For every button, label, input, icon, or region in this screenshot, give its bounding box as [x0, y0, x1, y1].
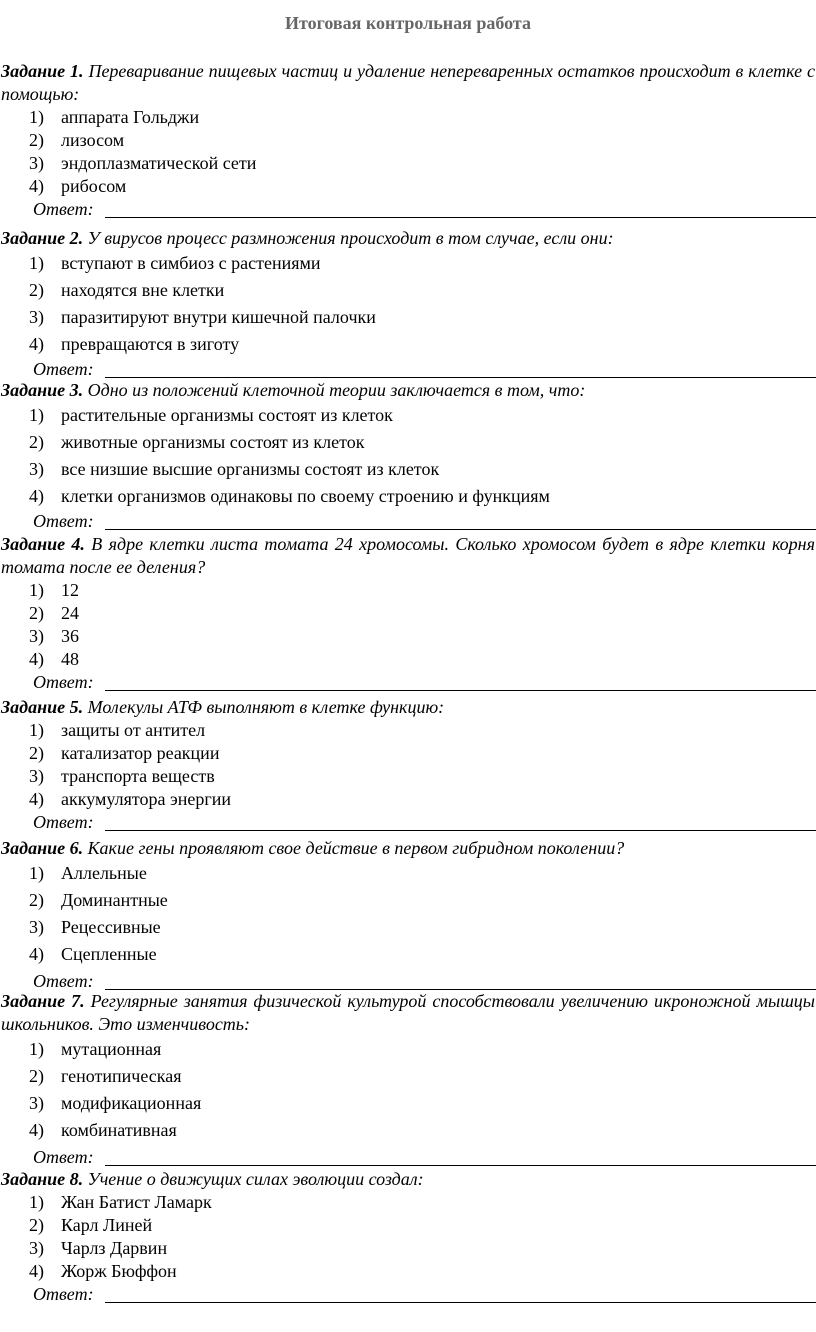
option-text: клетки организмов одинаковы по своему строению и функциям — [61, 486, 550, 506]
task-question — [0, 533, 815, 579]
option-text: аккумулятора энергии — [61, 789, 231, 809]
option-number: 2) — [29, 743, 44, 763]
option-number: 4) — [29, 486, 44, 506]
task-question-text: Одно из положений клеточной теории заключается в том, что: — [83, 380, 586, 400]
task-question-text: Учение о движущих силах эволюции создал: — [83, 1169, 424, 1189]
task-question-text: Регулярные занятия физической культурой способствовали увеличению икроножной мышцы школьников. Это изменчивость: — [1, 991, 815, 1034]
option-text: животные организмы состоят из клеток — [61, 432, 365, 452]
answer-option — [0, 429, 816, 456]
answer-option — [0, 887, 816, 914]
option-text: модификационная — [61, 1093, 202, 1113]
option-number: 3) — [29, 917, 44, 937]
task-question-text: Молекулы АТФ выполняют в клетке функцию: — [83, 697, 445, 717]
option-number: 4) — [29, 649, 44, 669]
answer-label: Ответ: — [33, 812, 94, 832]
option-text: 24 — [61, 603, 79, 623]
answer-option — [0, 742, 816, 765]
answer-option — [0, 1214, 816, 1237]
option-number: 2) — [29, 280, 44, 300]
option-number: 4) — [29, 334, 44, 354]
answer-option — [0, 1090, 816, 1117]
answer-label: Ответ: — [33, 672, 94, 692]
task-label: Задание 1. — [1, 61, 84, 81]
option-text: Чарлз Дарвин — [61, 1238, 168, 1258]
task-label: Задание 3. — [1, 380, 84, 400]
page-title: Итоговая контрольная работа — [284, 13, 531, 33]
task-4 — [0, 533, 816, 694]
option-number: 3) — [29, 307, 44, 327]
answer-row — [0, 811, 816, 834]
option-number: 2) — [29, 1066, 44, 1086]
task-label: Задание 4. — [1, 534, 85, 554]
option-number: 2) — [29, 1215, 44, 1235]
option-text: эндоплазматической сети — [61, 153, 257, 173]
option-number: 2) — [29, 603, 44, 623]
option-number: 1) — [29, 253, 44, 273]
option-text: растительные организмы состоят из клеток — [61, 405, 393, 425]
option-text: 12 — [61, 580, 79, 600]
option-number: 3) — [29, 153, 44, 173]
task-label: Задание 5. — [1, 697, 84, 717]
task-question — [0, 227, 815, 250]
option-number: 1) — [29, 405, 44, 425]
answer-row — [0, 198, 816, 221]
answer-label: Ответ: — [33, 1147, 94, 1167]
answer-option — [0, 1036, 816, 1063]
option-text: защиты от антител — [61, 720, 206, 740]
answer-row — [0, 671, 816, 694]
task-question — [0, 990, 815, 1036]
option-text: паразитируют внутри кишечной палочки — [61, 307, 376, 327]
answer-line[interactable] — [105, 377, 816, 378]
option-number: 1) — [29, 1039, 44, 1059]
option-text: Жорж Бюффон — [61, 1261, 177, 1281]
answer-option — [0, 331, 816, 358]
option-number: 4) — [29, 789, 44, 809]
option-text: катализатор реакции — [61, 743, 220, 763]
option-number: 2) — [29, 890, 44, 910]
answer-option — [0, 129, 816, 152]
option-number: 1) — [29, 1192, 44, 1212]
task-question — [0, 837, 815, 860]
answer-option — [0, 914, 816, 941]
task-question-text: В ядре клетки листа томата 24 хромосомы. Сколько хромосом будет в ядре клетки корня томата после ее деления? — [1, 534, 815, 577]
option-text: мутационная — [61, 1039, 162, 1059]
option-text: транспорта веществ — [61, 766, 215, 786]
option-number: 2) — [29, 130, 44, 150]
answer-option — [0, 1260, 816, 1283]
option-text: находятся вне клетки — [61, 280, 225, 300]
option-number: 4) — [29, 176, 44, 196]
option-number: 4) — [29, 944, 44, 964]
task-label: Задание 7. — [1, 991, 85, 1011]
answer-option — [0, 1063, 816, 1090]
answer-option — [0, 304, 816, 331]
option-number: 3) — [29, 1238, 44, 1258]
option-text: все низшие высшие организмы состоят из клеток — [61, 459, 440, 479]
answer-option — [0, 402, 816, 429]
option-number: 1) — [29, 107, 44, 127]
answer-option — [0, 106, 816, 129]
option-text: вступают в симбиоз с растениями — [61, 253, 321, 273]
option-text: Жан Батист Ламарк — [61, 1192, 212, 1212]
answer-option — [0, 860, 816, 887]
answer-option — [0, 483, 816, 510]
option-text: превращаются в зиготу — [61, 334, 240, 354]
option-number: 3) — [29, 626, 44, 646]
answer-line[interactable] — [105, 690, 816, 691]
task-question — [0, 1168, 815, 1191]
answer-option — [0, 788, 816, 811]
option-number: 3) — [29, 459, 44, 479]
answer-option — [0, 941, 816, 968]
answer-row — [0, 510, 816, 533]
answer-label: Ответ: — [33, 1284, 94, 1304]
task-label: Задание 6. — [1, 838, 84, 858]
answer-line[interactable] — [105, 1165, 816, 1166]
task-2 — [0, 227, 816, 381]
task-question-text: У вирусов процесс размножения происходит в том случае, если они: — [83, 228, 614, 248]
option-text: 36 — [61, 626, 79, 646]
task-question — [0, 696, 815, 719]
option-text: Карл Линей — [61, 1215, 153, 1235]
task-question — [0, 379, 815, 402]
answer-option — [0, 1237, 816, 1260]
answer-line[interactable] — [105, 830, 816, 831]
answer-line[interactable] — [105, 217, 816, 218]
option-text: комбинативная — [61, 1120, 177, 1140]
option-number: 1) — [29, 720, 44, 740]
answer-row — [0, 1146, 816, 1169]
task-question-text: Какие гены проявляют свое действие в первом гибридном поколении? — [83, 838, 625, 858]
answer-line[interactable] — [105, 529, 816, 530]
answer-option — [0, 602, 816, 625]
option-text: аппарата Гольджи — [61, 107, 200, 127]
answer-label: Ответ: — [33, 199, 94, 219]
answer-option — [0, 152, 816, 175]
option-number: 4) — [29, 1261, 44, 1281]
answer-option — [0, 765, 816, 788]
option-number: 3) — [29, 766, 44, 786]
task-3 — [0, 379, 816, 533]
option-number: 1) — [29, 863, 44, 883]
option-text: 48 — [61, 649, 79, 669]
option-number: 4) — [29, 1120, 44, 1140]
task-8 — [0, 1168, 816, 1306]
answer-label: Ответ: — [33, 359, 94, 379]
option-text: Рецессивные — [61, 917, 161, 937]
task-1 — [0, 60, 816, 221]
task-question — [0, 60, 815, 106]
answer-option — [0, 1117, 816, 1144]
answer-option — [0, 625, 816, 648]
answer-option — [0, 1191, 816, 1214]
option-text: Сцепленные — [61, 944, 157, 964]
option-number: 2) — [29, 432, 44, 452]
task-7 — [0, 990, 816, 1169]
answer-label: Ответ: — [33, 511, 94, 531]
answer-option — [0, 175, 816, 198]
task-5 — [0, 696, 816, 834]
option-text: Доминантные — [61, 890, 168, 910]
option-text: рибосом — [61, 176, 127, 196]
answer-option — [0, 456, 816, 483]
task-6 — [0, 837, 816, 993]
option-text: Аллельные — [61, 863, 147, 883]
task-question-text: Переваривание пищевых частиц и удаление непереваренных остатков происходит в клетке с помощью: — [1, 61, 815, 104]
task-label: Задание 2. — [1, 228, 84, 248]
answer-option — [0, 648, 816, 671]
answer-label: Ответ: — [33, 971, 94, 991]
option-text: генотипическая — [61, 1066, 182, 1086]
option-number: 3) — [29, 1093, 44, 1113]
task-label: Задание 8. — [1, 1169, 84, 1189]
answer-row — [0, 358, 816, 381]
answer-option — [0, 719, 816, 742]
option-text: лизосом — [61, 130, 125, 150]
answer-option — [0, 277, 816, 304]
answer-option — [0, 579, 816, 602]
answer-row — [0, 1283, 816, 1306]
answer-line[interactable] — [105, 1302, 816, 1303]
answer-option — [0, 250, 816, 277]
option-number: 1) — [29, 580, 44, 600]
